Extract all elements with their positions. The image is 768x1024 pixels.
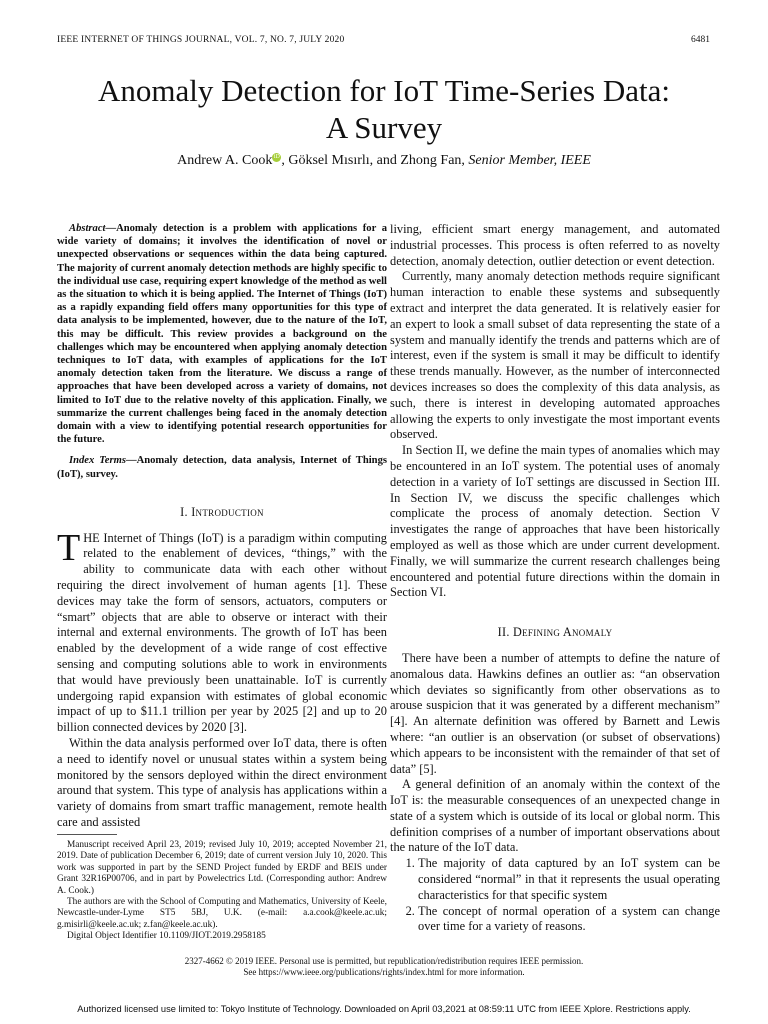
orcid-icon[interactable]: iD <box>273 154 280 161</box>
left-column <box>57 222 387 831</box>
intro-paragraph-2: Within the data analysis performed over IoT data, there is often a need to identify novel or unusual states within a system being monitored by the sensors deployed within the direct environment around that system. This type of analysis has applications within a variety of domains from smart traffic management, remote health care and assisted <box>57 736 387 829</box>
paper-title <box>40 72 728 146</box>
intro-paragraph-1-text: HE Internet of Things (IoT) is a paradigm within computing related to the enablement of devices, “things,” with the ability to communicate data with each other without requiring the direct involvement of human agents [1]. These devices may take the form of sensors, actuators, computers or “smart” objects that are able to observe or interact with their internal and external environments. The growth of IoT has been enabled by the development of a wide range of cost effective sensing and computing solutions able to work in environments that would have previously been unattainable. IoT is currently undergoing rapid expansion with estimates of global economic impact of up to $11.1 trillion per year by 2025 [2] and up to 20 billion connected devices by 2020 [3]. <box>57 530 387 735</box>
right-column <box>390 222 720 935</box>
index-terms <box>57 454 387 480</box>
index-terms-label: Index Terms <box>69 455 126 467</box>
section-heading-defining-anomaly: II. Defining Anomaly <box>497 625 613 640</box>
footnote-affiliation: The authors are with the School of Computing and Mathematics, University of Keele, Newcastle-under-Lyme ST5 5BJ, U.K. (e-mail: a.a.cook@keele.ac.uk; g.misirli@keele.ac.uk; z.fan@keele.ac.uk). <box>57 897 387 930</box>
section-heading-introduction: I. Introduction <box>180 504 264 519</box>
copyright-line-1: 2327-4662 © 2019 IEEE. Personal use is permitted, but republication/redistribution requires IEEE permission. <box>184 956 584 966</box>
author-cook: Andrew A. Cook <box>177 153 273 168</box>
right-paragraph-3: In Section II, we define the main types of anomalies which may be encountered in an IoT system. The potential uses of anomaly detection in a variety of IoT settings are discussed in Section III. In Section IV, we discuss the specific challenges which complicate the process of anomaly detection. Section V investigates the range of approaches that have been historically employed as well as those which are under current development. Finally, we will summarize the current research challenges being encountered and potential future directions within the domain in Section VI. <box>390 443 720 600</box>
page-number: 6481 <box>691 35 710 45</box>
footnote-rule <box>57 834 117 835</box>
right-paragraph-1: living, efficient smart energy management, and automated industrial processes. This process is often referred to as novelty detection, anomaly detection, outlier detection or event detection. <box>390 222 720 268</box>
list-item: 1. The majority of data captured by an IoT system can be considered “normal” in that it represents the usual operating characteristics for that specific system <box>418 856 720 903</box>
drop-cap: T <box>57 526 81 569</box>
footnote-manuscript: Manuscript received April 23, 2019; revised July 10, 2019; accepted November 21, 2019. Date of publication December 6, 2019; date of current version July 10, 2020. This work was supported in part by the SEND Project funded by ERDF and BEIS under Grant 32R16P00706, and in part by Powelectrics Ltd. (Corresponding author: Andrew A. Cook.) <box>57 840 387 896</box>
abstract-text: —Anomaly detection is a problem with applications for a wide variety of domains; it involves the identification of novel or unexpected observations or sequences within the data being captured. The majority of current anomaly detection methods are highly specific to the individual use case, requiring expert knowledge of the method as well as the situation to which it is being applied. The Internet of Things (IoT) as a rapidly expanding field offers many opportunities for this type of data analysis to be implemented, however, due to the nature of the IoT, this may be difficult. This review provides a background on the challenges which may be encountered when applying anomaly detection techniques to IoT data, with examples of applications for the IoT anomaly detection taken from the literature. We discuss a range of approaches that have been developed across a variety of domains, not limited to IoT due to the relative novelty of this application. Finally, we summarize the current challenges being faced in the anomaly detection domain with a view to identifying potential research opportunities for the future. <box>57 223 387 446</box>
copyright-notice <box>40 956 728 978</box>
index-terms-text: —Anomaly detection, data analysis, Internet of Things (IoT), survey. <box>57 455 387 480</box>
footnote-doi: Digital Object Identifier 10.1109/JIOT.2019.2958185 <box>67 931 266 942</box>
intro-paragraph-1 <box>57 526 387 736</box>
author-list <box>40 153 728 169</box>
other-authors: , Göksel Mısırlı, and Zhong Fan, <box>281 153 465 168</box>
right-paragraph-2: Currently, many anomaly detection methods require significant human interaction to enable these systems and subsequently extract and interpret the data generated. It is relatively easier for an expert to look a small subset of data representing the state of a system and manually identify the trends and patterns which are of interest, even if the system is small it may be difficult to identify these trends manually. However, as the number of interconnected devices increases so does the complexity of this data analysis, as such, there is interest in developing automated approaches allowing the experts to only investigate the most important events observed. <box>390 269 720 442</box>
footnote <box>57 840 387 943</box>
license-footer: Authorized licensed use limited to: Tokyo Institute of Technology. Downloaded on April 03,2021 at 08:59:11 UTC from IEEE Xplore. Restrictions apply. <box>77 1004 691 1014</box>
copyright-line-2: See https://www.ieee.org/publications/rights/index.html for more information. <box>243 967 525 977</box>
defining-paragraph-2: A general definition of an anomaly within the context of the IoT is: the measurable consequences of an unexpected change in state of a system which is outside of its local or global norm. This definition comprises of a number of important observations about the nature of the IoT data. <box>390 777 720 855</box>
author-membership: Senior Member, IEEE <box>468 153 591 168</box>
running-header: IEEE INTERNET OF THINGS JOURNAL, VOL. 7, NO. 7, JULY 2020 <box>57 35 345 45</box>
title-line-1: Anomaly Detection for IoT Time-Series Data: <box>98 73 670 108</box>
observation-list <box>390 856 720 935</box>
abstract <box>57 222 387 446</box>
list-item: 2. The concept of normal operation of a system can change over time for a variety of reasons. <box>418 904 720 936</box>
defining-paragraph-1: There have been a number of attempts to define the nature of anomalous data. Hawkins defines an outlier as: “an observation which deviates so significantly from other observations as to arouse suspicion that it was generated by a different mechanism” [4]. An alternate definition was offered by Barnett and Lewis where: “an outlier is an observation (or subset of observations) which appears to be inconsistent with the remainder of that set of data” [5]. <box>390 650 720 776</box>
title-line-2: A Survey <box>325 110 443 145</box>
abstract-label: Abstract <box>69 223 106 234</box>
